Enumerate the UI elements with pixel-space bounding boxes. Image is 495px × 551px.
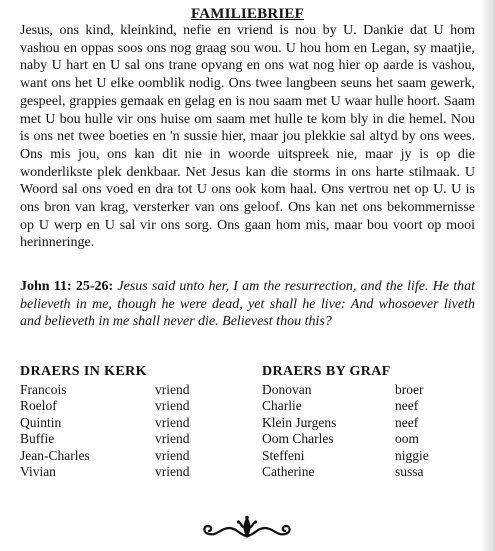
bearer-name: Catherine	[262, 464, 315, 479]
bearer-name: Jean-Charles	[20, 447, 90, 463]
bearer-row	[20, 415, 245, 432]
bearer-row	[262, 398, 477, 415]
verse-reference: John 11: 25-26:	[20, 279, 114, 294]
bearer-relation: niggie	[395, 447, 429, 463]
bearer-row	[262, 382, 477, 399]
bearer-relation: neef	[395, 414, 419, 430]
bearer-name: Steffeni	[262, 447, 305, 463]
bearers-in-church	[20, 364, 245, 481]
bearer-name: Donovan	[262, 381, 312, 397]
bearer-row	[20, 431, 245, 448]
bearer-relation: vriend	[155, 398, 190, 413]
scripture-verse	[20, 278, 475, 331]
bearer-name: Quintin	[20, 414, 62, 430]
bearer-name: Charlie	[262, 398, 302, 413]
bearers-church-heading: DRAERS IN KERK	[20, 364, 147, 379]
bearers-grave-heading: DRAERS BY GRAF	[262, 364, 391, 379]
bearer-row	[20, 398, 245, 415]
bearer-name: Roelof	[20, 398, 57, 413]
bearer-relation: neef	[395, 398, 419, 413]
bearer-row	[262, 448, 477, 465]
bearer-row	[262, 431, 477, 448]
bearer-relation: vriend	[155, 447, 190, 463]
bearer-name: Vivian	[20, 464, 56, 479]
bearer-row	[20, 448, 245, 465]
verse-text: Jesus said unto her, I am the resurrection, and the life. He that believeth in me, though he were dead, yet shall he live: And whosoever liveth and believeth in me shall never die. Believest thou this?	[20, 279, 475, 330]
page-edge-shadow	[481, 0, 495, 551]
scroll-flourish-icon	[197, 514, 297, 544]
bearer-row	[262, 415, 477, 432]
bearer-relation: sussa	[395, 464, 424, 479]
bearer-relation: vriend	[155, 464, 190, 479]
bearer-relation: oom	[395, 431, 420, 446]
page-title: FAMILIEBRIEF	[191, 6, 304, 22]
bearer-row	[262, 464, 477, 481]
bearer-name: Klein Jurgens	[262, 414, 337, 430]
bearers-at-grave	[262, 364, 477, 481]
bearer-name: Oom Charles	[262, 431, 334, 446]
family-letter: Jesus, ons kind, kleinkind, nefie en vriend is nou by U. Dankie dat U hom vashou en oppas soos ons nog graag sou wou. U hou hom en Legan, sy maatjie, naby U hart en U sal ons trane opvang en ons wat nog hier op aarde is vashou, want ons het U elke oomblik nodig. Ons twee langbeen seuns het saam gewerk, gespeel, grappies gemaak en gelag en is nou saam met U waar hulle hoort. Saam met U bou hulle vir ons huise om saam met hulle te kom bly in die hemel. Nou is ons net twee boeties en 'n sussie hier, maar jou plekkie sal altyd by ons wees. Ons mis jou, ons kan dit nie in woorde uitspreek nie, maar jy is op die wonderlikste plek denkbaar. Net Jesus kan die storms in ons harte stilmaak. U Woord sal ons voed en dra tot U ons ook kom haal. Ons vertrou net op U. U is ons bron van krag, versterker van ons geloof. Ons kan net ons bekommernisse op U werp en U sal vir ons sorg. Ons gaan hom mis, maar bou voort op mooi herinneringe.	[20, 23, 475, 251]
bearer-relation: vriend	[155, 414, 190, 430]
bearer-row	[20, 464, 245, 481]
bearer-relation: vriend	[155, 431, 190, 446]
bearer-row	[20, 382, 245, 399]
bearer-name: Buffie	[20, 431, 55, 446]
bearer-relation: vriend	[155, 381, 190, 397]
bearer-relation: broer	[395, 381, 424, 397]
bearer-name: Francois	[20, 381, 67, 397]
